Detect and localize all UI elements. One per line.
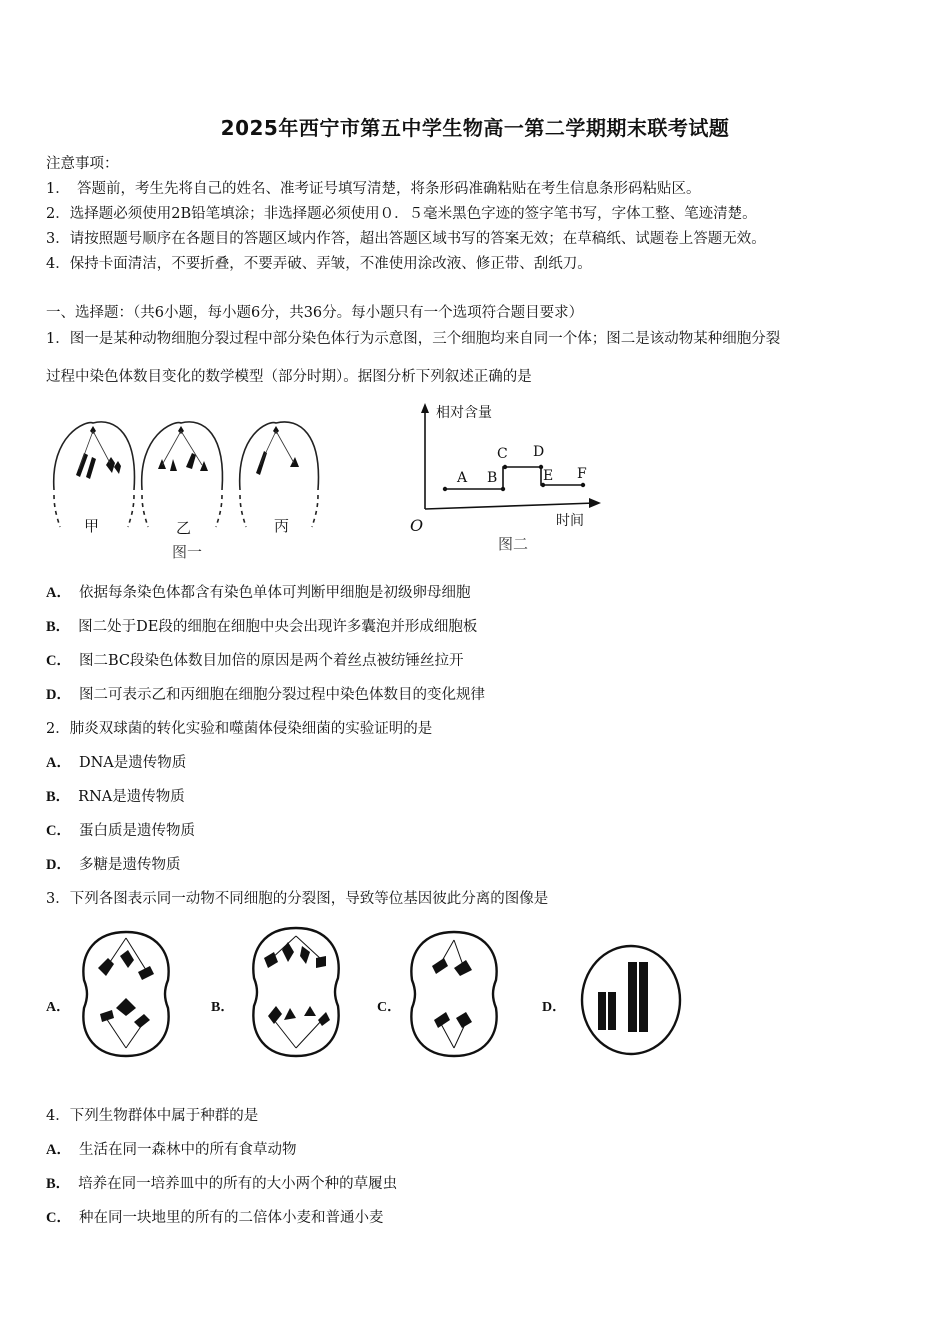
q1-option-a[interactable] [46, 581, 470, 602]
q4-option-a[interactable] [46, 1138, 296, 1159]
q3-option-c[interactable]: C． [377, 1000, 402, 1015]
notice-item-1: 1． 答题前，考生先将自己的姓名、准考证号填写清楚，将条形码准确粘贴在考生信息条形码粘贴区。 [46, 181, 701, 197]
figure-1-caption: 图一 [172, 543, 203, 561]
figure-2-ylabel: 相对含量 [436, 405, 492, 421]
option-letter: A． [46, 755, 71, 771]
option-text: 多糖是遗传物质 [78, 857, 181, 873]
q3-option-a[interactable]: A． [46, 1000, 71, 1015]
notice-item-4: 4．保持卡面清洁，不要折叠，不要弄破、弄皱，不准使用涂改液、修正带、刮纸刀。 [46, 256, 592, 272]
option-letter: C． [46, 823, 71, 839]
option-text: 种在同一块地里的所有的二倍体小麦和普通小麦 [78, 1210, 384, 1226]
page-title: 2025年西宁市第五中学生物高一第二学期期末联考试题 [220, 116, 730, 140]
option-text: DNA是遗传物质 [78, 755, 187, 771]
q4-option-b[interactable] [46, 1172, 397, 1193]
point-label-c: C [497, 446, 508, 462]
q3-cell-c-image [404, 928, 504, 1060]
cell-label-yi: 乙 [176, 519, 192, 537]
q3-option-b[interactable]: B． [211, 1000, 235, 1015]
option-text: 图二BC段染色体数目加倍的原因是两个着丝点被纺锤丝拉开 [78, 653, 464, 669]
option-text: 生活在同一森林中的所有食草动物 [78, 1142, 297, 1158]
q3-cell-b-image [246, 924, 346, 1060]
option-letter: D． [46, 857, 71, 873]
q2-option-a[interactable] [46, 751, 186, 772]
question-2-stem: 2．肺炎双球菌的转化实验和噬菌体侵染细菌的实验证明的是 [46, 721, 433, 737]
q3-option-d[interactable]: D． [542, 1000, 567, 1015]
q1-option-d[interactable] [46, 683, 485, 704]
q2-option-b[interactable] [46, 785, 185, 806]
notice-item-3: 3．请按照题号顺序在各题目的答题区域内作答，超出答题区域书写的答案无效；在草稿纸、试题卷上答题无效。 [46, 231, 766, 247]
point-label-d: D [533, 444, 545, 460]
option-letter: B． [46, 619, 71, 635]
figure-2-caption: 图二 [498, 535, 529, 553]
q2-option-c[interactable] [46, 819, 195, 840]
q1-option-c[interactable] [46, 649, 464, 670]
option-text: RNA是遗传物质 [78, 789, 185, 805]
option-letter: A． [46, 1142, 71, 1158]
point-label-b: B [487, 470, 498, 486]
option-text: 依据每条染色体都含有染色单体可判断甲细胞是初级卵母细胞 [78, 585, 471, 601]
option-letter: C． [46, 1210, 71, 1226]
question-1-stem-line2: 过程中染色体数目变化的数学模型（部分时期）。据图分析下列叙述正确的是 [46, 369, 532, 385]
option-text: 蛋白质是遗传物质 [78, 823, 195, 839]
option-letter: C． [46, 653, 71, 669]
option-letter: A． [46, 585, 71, 601]
point-label-a: A [457, 470, 468, 486]
section-heading: 一、选择题：（共6小题，每小题6分，共36分。每小题只有一个选项符合题目要求） [46, 305, 584, 321]
point-label-f: F [577, 466, 587, 482]
option-letter: B． [46, 1176, 71, 1192]
question-1-stem-line1: 1．图一是某种动物细胞分裂过程中部分染色体行为示意图，三个细胞均来自同一个体；图二是该动物某种细胞分裂 [46, 331, 781, 347]
q4-option-c[interactable] [46, 1206, 383, 1227]
figure-1 [46, 395, 336, 565]
notice-heading: 注意事项： [46, 156, 119, 172]
option-text: 图二可表示乙和丙细胞在细胞分裂过程中染色体数目的变化规律 [78, 687, 485, 703]
option-letter: D． [46, 687, 71, 703]
question-3-stem: 3．下列各图表示同一动物不同细胞的分裂图，导致等位基因彼此分离的图像是 [46, 891, 549, 907]
q1-option-b[interactable] [46, 615, 477, 636]
q2-option-d[interactable] [46, 853, 180, 874]
cell-label-bing: 丙 [274, 517, 290, 535]
option-text: 图二处于DE段的细胞在细胞中央会出现许多囊泡并形成细胞板 [78, 619, 478, 635]
cell-label-jia: 甲 [84, 517, 100, 535]
figure-2-xlabel: 时间 [556, 513, 584, 529]
question-4-stem: 4．下列生物群体中属于种群的是 [46, 1108, 259, 1124]
figure-2-origin: O [410, 516, 424, 535]
q3-cell-d-image [578, 942, 684, 1058]
q3-cell-a-image [76, 928, 176, 1060]
point-label-e: E [543, 468, 554, 484]
option-letter: B． [46, 789, 71, 805]
notice-item-2: 2．选择题必须使用2B铅笔填涂；非选择题必须使用０．５毫米黑色字迹的签字笔书写，字体工整、笔迹清楚。 [46, 206, 757, 222]
option-text: 培养在同一培养皿中的所有的大小两个种的草履虫 [78, 1176, 398, 1192]
